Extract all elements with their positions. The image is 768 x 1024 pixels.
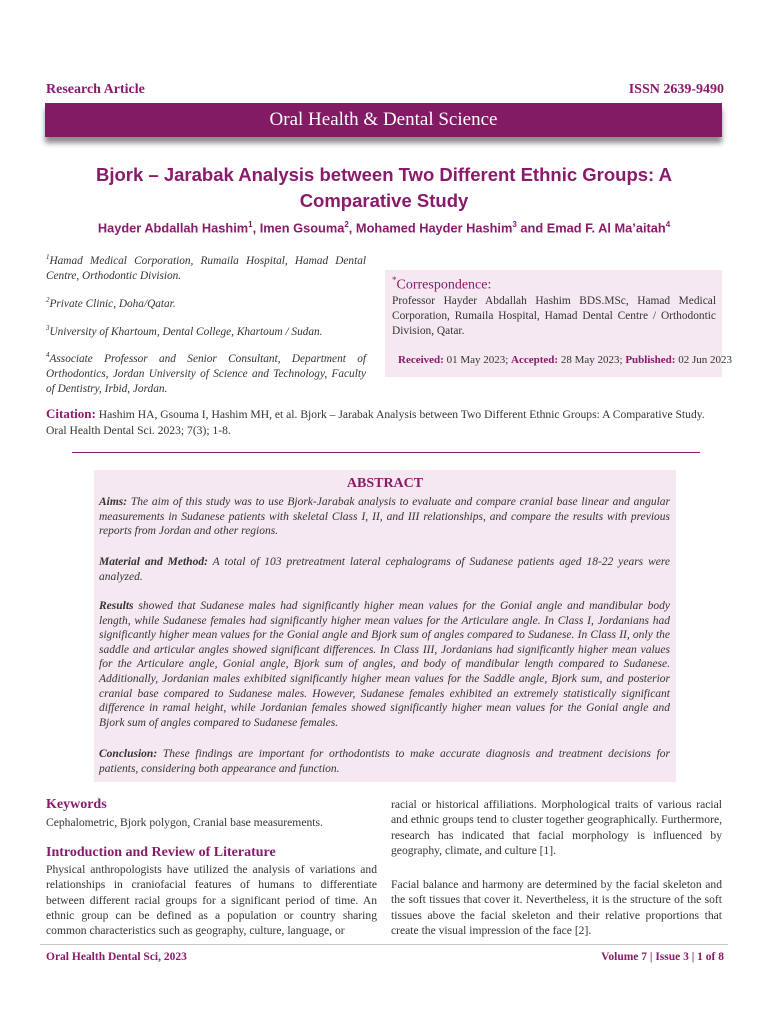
affiliation-text: Associate Professor and Senior Consultant, Department of Orthodontics, Jordan University of Science and Technology, Faculty of Dentistry, Irbid, Jordan. [46,352,366,395]
citation [46,406,724,439]
intro-paragraph-left: Physical anthropologists have utilized the analysis of variations and relationships in craniofacial features of humans to differentiate between different racial groups for a significant period of time. An ethnic group can be defined as a population or country sharing common characteristics such as geography, culture, language, or [46,863,377,938]
conclusion-text: These findings are important for orthodontists to make accurate diagnosis and treatment decisions for patients, considering both appearance and function. [99,748,671,775]
correspondence-marker: * [392,275,397,285]
author-sup: 3 [512,220,517,229]
aims-label: Aims: [99,496,128,508]
affiliation-sup: 3 [46,324,50,332]
author-name: Imen Gsouma [259,220,345,236]
footer-page-info: Volume 7 | Issue 3 | 1 of 8 [601,951,724,963]
accepted-label: Accepted: [511,354,559,366]
affiliation-4 [46,348,366,397]
abstract-conclusion [99,747,670,776]
affiliation-sup: 4 [46,351,50,359]
affiliation-2 [46,293,366,312]
method-label: Material and Method: [99,556,208,568]
affiliation-text: Private Clinic, Doha/Qatar. [49,297,176,310]
abstract-method [99,555,670,584]
intro-heading: Introduction and Review of Literature [46,845,276,860]
footer-divider [40,944,728,945]
affiliation-sup: 2 [46,296,50,304]
intro-paragraph-right-1: racial or historical affiliations. Morphological traits of various racial and ethnic groups tend to cluster together geographically. Furthermore, research has indicated that facial morphology is influenced by geography, climate, and culture [1]. [391,798,722,857]
author-list: Hayder Abdallah Hashim$^1$, Imen Gsouma$^2$, Mohamed Hayder Hashim$^3$ and Emad F. Al Ma’aitah$^4$ [97,220,671,236]
author-sup: 2 [344,220,349,229]
aims-text: The aim of this study was to use Bjork-Jarabak analysis to evaluate and compare cranial base linear and angular measurements in Sudanese patients with skeletal Class I, II, and III relationships, and compare the results with previous reports from Jordan and other regions. [99,496,670,538]
affiliation-1 [46,250,366,284]
author-name: Hayder Abdallah Hashim [97,220,249,236]
issn: ISSN 2639-9490 [628,82,724,97]
journal-banner: Oral Health & Dental Science [45,103,722,137]
correspondence-heading-text: Correspondence: [396,277,492,293]
received-label: Received: [398,354,444,366]
published-label: Published: [625,354,676,366]
correspondence-text: Professor Hayder Abdallah Hashim BDS.MSc, Hamad Medical Corporation, Rumaila Hospital, Hamad Dental Centre / Orthodontic Division, Qatar. [392,295,716,337]
affiliation-3 [46,321,366,340]
intro-paragraph-right-2: Facial balance and harmony are determined by the facial skeleton and the soft tissues that cover it. Nevertheless, it is the structure of the soft tissues above the facial skeleton and their relative proportions that create the visual impression of the face [2]. [391,878,722,937]
paper-title: Bjork – Jarabak Analysis between Two Different Ethnic Groups: A Comparative Study [95,164,673,211]
citation-text: Hashim HA, Gsouma I, Hashim MH, et al. Bjork – Jarabak Analysis between Two Different Ethnic Groups: A Comparative Study. Oral Health Dental Sci. 2023; 7(3); 1-8. [46,408,705,437]
footer-journal: Oral Health Dental Sci, 2023 [46,951,187,963]
results-text: showed that Sudanese males had significantly higher mean values for the Gonial angle and mandibular body length, while Sudanese females had significantly higher mean values for the Articulare angle. In Class I, Jordanians had significantly higher mean values for the Gonial angle and Bjork sum of angles compared to Sudanese. In Class II, only the saddle and articular angles showed significant differences. In Class III, Jordanians had significantly higher mean values for the Articulare angle, Gonial angle, Bjork sum of angles, and body of mandibular length compared to Sudanese. Additionally, Jordanian males exhibited significantly higher mean values for the Saddle angle, Bjork sum, and posterior cranial base compared to Sudanese males. However, Sudanese females exhibited an extremely statistically significant difference in ramal height, while Jordanian females showed significantly higher mean values for the Gonial angle and Bjork sum of angles compared to Sudanese females. [99,600,671,729]
accepted-date: 28 May 2023; [560,354,623,366]
article-type: Research Article [46,82,145,97]
affiliation-sup: 1 [46,253,50,261]
affiliation-text: University of Khartoum, Dental College, Khartoum / Sudan. [49,325,323,338]
publication-dates [398,354,732,366]
results-label: Results [99,600,134,612]
citation-label: Citation: [46,406,96,421]
affiliation-text: Hamad Medical Corporation, Rumaila Hospital, Hamad Dental Centre, Orthodontic Division. [46,254,366,282]
method-text: A total of 103 pretreatment lateral cephalograms of Sudanese patients aged 18-22 years were analyzed. [99,556,670,583]
author-name: Mohamed Hayder Hashim [355,220,513,236]
divider [72,452,700,453]
keywords-heading: Keywords [46,797,107,812]
published-date: 02 Jun 2023 [678,354,732,366]
abstract-heading: ABSTRACT [346,476,424,491]
author-sup: 4 [665,220,671,229]
author-name: Emad F. Al Ma’aitah [546,220,666,236]
conclusion-label: Conclusion: [99,748,158,760]
author-sup: 1 [248,220,253,229]
received-date: 01 May 2023; [446,354,509,366]
abstract-aims [99,495,670,539]
correspondence-heading [392,275,491,294]
abstract-results [99,599,670,730]
keywords-text: Cephalometric, Bjork polygon, Cranial base measurements. [46,816,323,829]
